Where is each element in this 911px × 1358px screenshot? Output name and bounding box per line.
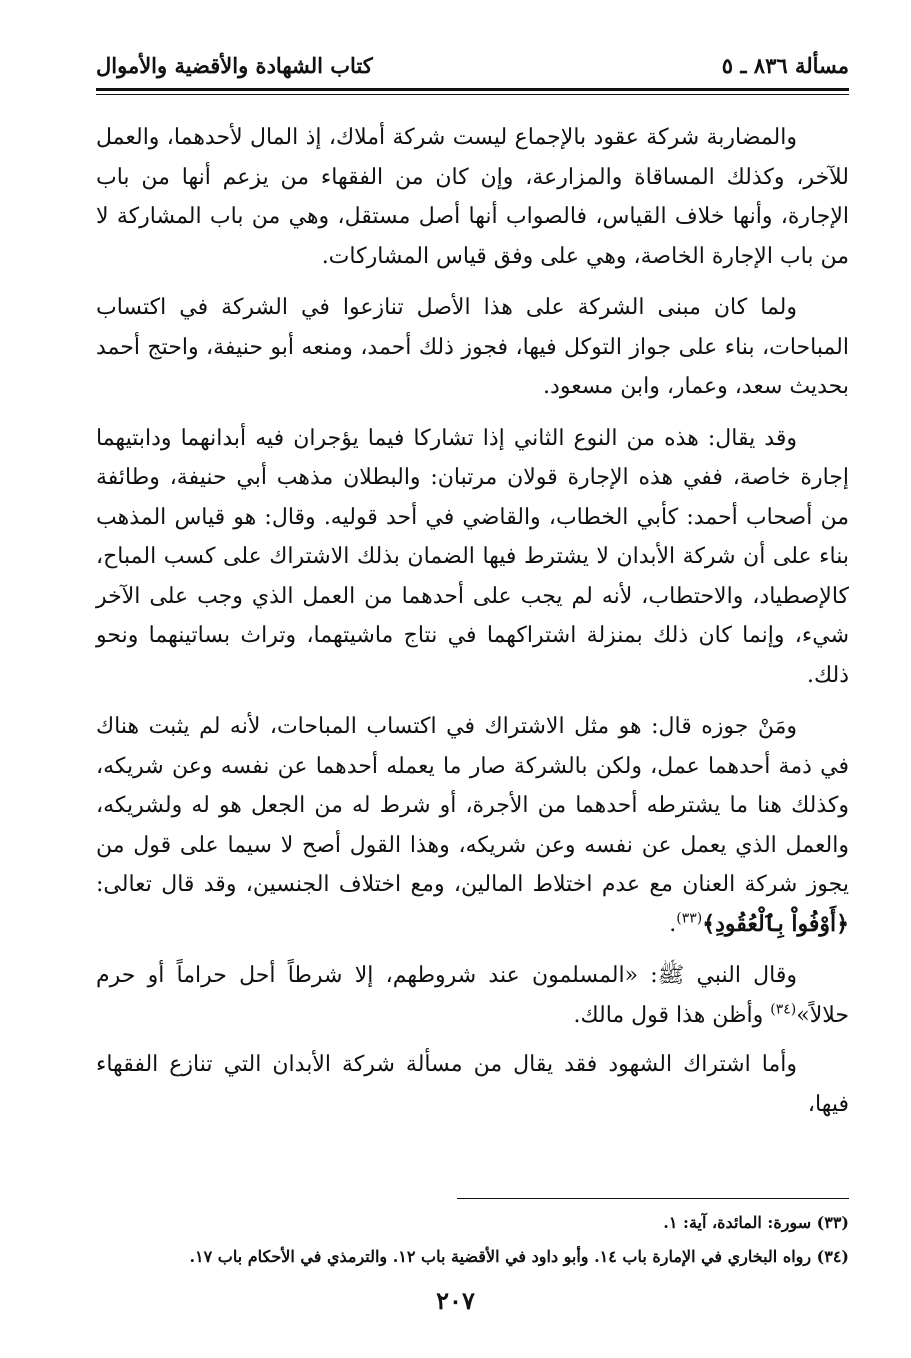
footnote-ref-34: (٣٤) <box>770 1001 797 1018</box>
footnote-34: (٣٤) رواه البخاري في الإمارة باب ١٤. وأبو داود في الأقضية باب ١٢. والترمذي في الأحكام باب ١٧. <box>189 1247 849 1266</box>
paragraph: والمضاربة شركة عقود بالإجماع ليست شركة أملاك، إذ المال لأحدهما، والعمل للآخر، وكذلك المساقاة والمزارعة، وإن كان من الفقهاء من يزعم أنها من باب الإجارة، وأنها خلاف القياس، فالصواب أنها أصل مستقل، وهي من باب المشاركة لا من باب الإجارة الخاصة، وهي على وفق قياس المشاركات. <box>96 125 849 269</box>
footnotes <box>96 1206 849 1274</box>
paragraph <box>96 956 849 1035</box>
issue-number: مسألة ٨٣٦ ـ ٥ <box>721 52 849 78</box>
main-text <box>96 118 849 1136</box>
paragraph: ولما كان مبنى الشركة على هذا الأصل تنازعوا في الشركة في اكتساب المباحات، بناء على جواز التوكل فيها، فجوز ذلك أحمد، ومنعه أبو حنيفة، واحتج أحمد بحديث سعد، وعمار، وابن مسعود. <box>96 295 849 399</box>
paragraph-text: وقال النبي ﷺ: «المسلمون عند شروطهم، إلا شرطاً أحل حراماً أو حرم حلالاً» <box>96 963 849 1028</box>
header-rule-thin <box>96 94 849 95</box>
footnote-33: (٣٣) سورة: المائدة، آية: ١. <box>663 1213 849 1232</box>
book-title: كتاب الشهادة والأقضية والأموال <box>96 52 373 78</box>
paragraph-end: وأظن هذا قول مالك. <box>573 1002 771 1028</box>
running-header <box>96 44 849 86</box>
page-number: ٢٠٧ <box>436 1286 475 1315</box>
header-rule-thick <box>96 88 849 91</box>
footnote-rule <box>457 1198 849 1199</box>
paragraph-end: . <box>669 911 677 937</box>
footnote-ref-33: (٣٣) <box>676 910 703 927</box>
paragraph <box>96 707 849 944</box>
paragraph: وأما اشتراك الشهود فقد يقال من مسألة شركة الأبدان التي تنازع الفقهاء فيها، <box>96 1052 849 1117</box>
paragraph: وقد يقال: هذه من النوع الثاني إذا تشاركا فيما يؤجران فيه أبدانهما ودابتيهما إجارة خاصة، ففي هذه الإجارة قولان مرتبان: والبطلان مذهب أبي حنيفة، وطائفة من أصحاب أحمد: كأبي الخطاب، والقاضي في أحد قوليه. وقال: هو قياس المذهب بناء على أن شركة الأبدان لا يشترط فيها الضمان بذلك الاشتراك على كسب المباح، كالإصطياد، والاحتطاب، لأنه لم يجب على أحدهما من العمل الذي وجب على الآخر شيء، وإنما كان ذلك بمنزلة اشتراكهما في نتاج ماشيتهما، وتراث بساتينهما ونحو ذلك. <box>96 425 849 688</box>
quran-verse: ﴿أَوْفُواْ بِٱلْعُقُودِ﴾ <box>702 910 849 937</box>
paragraph-text: ومَنْ جوزه قال: هو مثل الاشتراك في اكتساب المباحات، لأنه لم يثبت هناك في ذمة أحدهما عمل، ولكن بالشركة صار ما يعمله أحدهما عن نفسه وعن شريكه، وكذلك هنا ما يشترطه أحدهما من الأجرة، أو شرط له من الجعل هو له ولشريكه، والعمل الذي يعمل عن نفسه وعن شريكه، وهذا القول أصح لا سيما على قول من يجوز شركة العنان مع عدم اختلاط المالين، ومع اختلاف الجنسين، وقد قال تعالى: <box>96 714 849 897</box>
